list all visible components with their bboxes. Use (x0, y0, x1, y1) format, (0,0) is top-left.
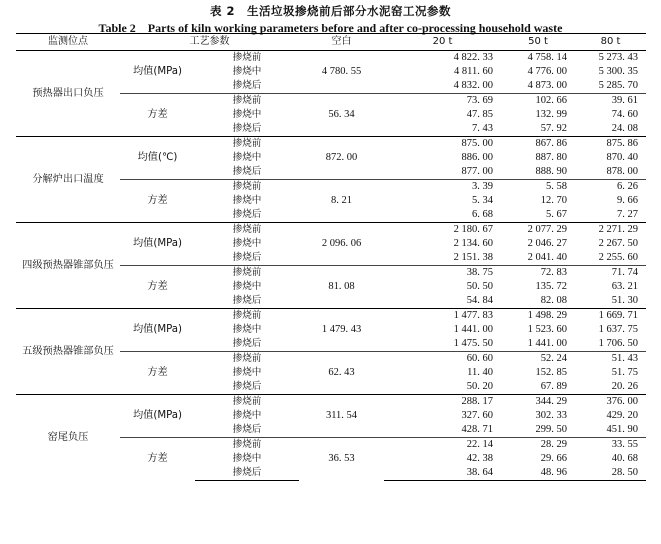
value-cell: 1 669. 71 (575, 309, 646, 324)
monitoring-position: 四级预热器锥部负压 (16, 223, 120, 309)
monitoring-position: 分解炉出口温度 (16, 137, 120, 223)
value-cell: 5 300. 35 (598, 66, 638, 77)
blank-value: 81. 08 (299, 266, 384, 309)
phase-label: 掺烧前 (195, 438, 299, 453)
value-cell: 1 637. 75 (598, 324, 638, 335)
value-cell: 60. 60 (384, 352, 501, 367)
value-cell: 1 523. 60 (527, 324, 567, 335)
blank-value: 62. 43 (299, 352, 384, 395)
phase-label: 掺烧前 (195, 352, 299, 367)
value-cell: 2 255. 60 (598, 252, 638, 263)
value-cell: 50. 20 (466, 381, 493, 392)
statistic-label: 方差 (120, 266, 195, 309)
statistic-label: 均值(MPa) (120, 223, 195, 266)
table-row (16, 223, 646, 238)
phase-label: 掺烧后 (232, 209, 262, 220)
statistic-label: 均值(℃) (120, 137, 195, 180)
phase-label: 掺烧前 (195, 223, 299, 238)
blank-value: 1 479. 43 (299, 309, 384, 352)
value-cell: 52. 24 (501, 352, 575, 367)
phase-label: 掺烧中 (232, 410, 262, 421)
value-cell: 33. 55 (575, 438, 646, 453)
value-cell: 54. 84 (466, 295, 493, 306)
blank-value: 311. 54 (299, 395, 384, 438)
value-cell: 5. 67 (546, 209, 567, 220)
value-cell: 299. 50 (535, 424, 567, 435)
monitoring-position: 五级预热器锥部负压 (16, 309, 120, 395)
value-cell: 1 441. 00 (527, 338, 567, 349)
phase-label: 掺烧后 (232, 424, 262, 435)
value-cell: 152. 85 (535, 367, 567, 378)
value-cell: 288. 17 (384, 395, 501, 410)
value-cell: 887. 80 (535, 152, 567, 163)
statistic-label: 均值(MPa) (132, 66, 183, 77)
value-cell: 2 046. 27 (527, 238, 567, 249)
value-cell: 429. 20 (606, 410, 638, 421)
header-row (16, 34, 646, 51)
value-cell: 135. 72 (535, 281, 567, 292)
value-cell: 51. 43 (575, 352, 646, 367)
phase-label: 掺烧中 (232, 152, 262, 163)
value-cell: 888. 90 (535, 166, 567, 177)
header-blank: 空白 (299, 34, 384, 51)
blank-value: 8. 21 (299, 180, 384, 223)
value-cell: 4 873. 00 (527, 80, 567, 91)
value-cell: 6. 68 (472, 209, 493, 220)
value-cell: 7. 43 (472, 123, 493, 134)
table-row (16, 395, 646, 410)
value-cell: 63. 21 (611, 281, 638, 292)
phase-label: 掺烧前 (195, 94, 299, 109)
value-cell: 5. 34 (472, 195, 493, 206)
phase-label: 掺烧中 (232, 324, 262, 335)
value-cell: 5. 58 (501, 180, 575, 195)
value-cell: 886. 00 (461, 152, 493, 163)
table-caption-en: Table 2 Parts of kiln working parameters before and after co-processing household waste (98, 21, 563, 35)
phase-label: 掺烧后 (232, 295, 262, 306)
value-cell: 4 832. 00 (453, 80, 493, 91)
phase-label: 掺烧中 (232, 453, 262, 464)
value-cell: 38. 75 (384, 266, 501, 281)
phase-label: 掺烧中 (232, 281, 262, 292)
value-cell: 28. 50 (575, 466, 646, 481)
value-cell: 82. 08 (540, 295, 567, 306)
value-cell: 5 285. 70 (598, 80, 638, 91)
statistic-label: 方差 (120, 94, 195, 137)
value-cell: 302. 33 (535, 410, 567, 421)
value-cell: 51. 75 (611, 367, 638, 378)
value-cell: 102. 66 (501, 94, 575, 109)
value-cell: 7. 27 (617, 209, 638, 220)
value-cell: 28. 29 (501, 438, 575, 453)
value-cell: 11. 40 (467, 367, 493, 378)
phase-label: 掺烧后 (232, 252, 262, 263)
kiln-parameters-table (16, 33, 646, 481)
table-body (16, 51, 646, 481)
value-cell: 875. 00 (384, 137, 501, 152)
phase-label: 掺烧前 (195, 137, 299, 152)
phase-label: 掺烧后 (232, 123, 262, 134)
value-cell: 4 776. 00 (527, 66, 567, 77)
value-cell: 6. 26 (575, 180, 646, 195)
value-cell: 2 151. 38 (453, 252, 493, 263)
value-cell: 39. 61 (575, 94, 646, 109)
value-cell: 2 271. 29 (575, 223, 646, 238)
value-cell: 4 811. 60 (454, 66, 493, 77)
phase-label: 掺烧前 (195, 180, 299, 195)
value-cell: 1 441. 00 (453, 324, 493, 335)
value-cell: 5 273. 43 (598, 52, 638, 63)
value-cell: 40. 68 (611, 453, 638, 464)
value-cell: 9. 66 (617, 195, 638, 206)
value-cell: 72. 83 (501, 266, 575, 281)
value-cell: 2 041. 40 (527, 252, 567, 263)
header-80t: 80 t (575, 34, 646, 51)
phase-label: 掺烧中 (232, 195, 262, 206)
blank-value: 2 096. 06 (299, 223, 384, 266)
table-row (16, 51, 646, 66)
value-cell: 3. 39 (384, 180, 501, 195)
value-cell: 2 267. 50 (598, 238, 638, 249)
header-50t: 50 t (501, 34, 575, 51)
statistic-label: 方差 (120, 352, 195, 395)
value-cell: 1 706. 50 (598, 338, 638, 349)
value-cell: 57. 92 (540, 123, 567, 134)
phase-label: 掺烧中 (232, 66, 262, 77)
phase-label: 掺烧后 (232, 338, 262, 349)
statistic-label: 方差 (120, 438, 195, 481)
value-cell: 878. 00 (606, 166, 638, 177)
value-cell: 2 077. 29 (501, 223, 575, 238)
value-cell: 48. 96 (501, 466, 575, 481)
value-cell: 51. 30 (611, 295, 638, 306)
value-cell: 38. 64 (384, 466, 501, 481)
header-20t: 20 t (384, 34, 501, 51)
value-cell: 2 180. 67 (384, 223, 501, 238)
value-cell: 22. 14 (384, 438, 501, 453)
value-cell: 1 475. 50 (453, 338, 493, 349)
phase-label: 掺烧前 (232, 52, 262, 63)
phase-label: 掺烧后 (232, 80, 262, 91)
value-cell: 327. 60 (461, 410, 493, 421)
value-cell: 71. 74 (575, 266, 646, 281)
phase-label: 掺烧后 (195, 466, 299, 481)
value-cell: 1 477. 83 (384, 309, 501, 324)
value-cell: 4 758. 14 (527, 52, 567, 63)
value-cell: 42. 38 (466, 453, 493, 464)
monitoring-position: 窑尾负压 (16, 395, 120, 481)
phase-label: 掺烧后 (232, 166, 262, 177)
phase-label: 掺烧前 (195, 309, 299, 324)
value-cell: 24. 08 (611, 123, 638, 134)
statistic-label: 方差 (120, 180, 195, 223)
phase-label: 掺烧中 (232, 367, 262, 378)
value-cell: 877. 00 (461, 166, 493, 177)
value-cell: 870. 40 (606, 152, 638, 163)
value-cell: 428. 71 (461, 424, 493, 435)
value-cell: 451. 90 (606, 424, 638, 435)
table-row (16, 309, 646, 324)
blank-value: 4 780. 55 (321, 66, 362, 77)
value-cell: 867. 86 (501, 137, 575, 152)
header-parameter: 工艺参数 (120, 34, 299, 51)
value-cell: 20. 26 (611, 381, 638, 392)
value-cell: 376. 00 (575, 395, 646, 410)
phase-label: 掺烧后 (232, 381, 262, 392)
value-cell: 875. 86 (575, 137, 646, 152)
table-caption-cn: 表 2 生活垃圾掺烧前后部分水泥窑工况参数 (209, 4, 451, 18)
statistic-label: 均值(MPa) (120, 395, 195, 438)
value-cell: 344. 29 (501, 395, 575, 410)
phase-label: 掺烧中 (232, 238, 262, 249)
value-cell: 132. 99 (535, 109, 567, 120)
value-cell: 2 134. 60 (453, 238, 493, 249)
value-cell: 73. 69 (384, 94, 501, 109)
monitoring-position: 预热器出口负压 (32, 87, 104, 99)
value-cell: 47. 85 (466, 109, 493, 120)
value-cell: 12. 70 (540, 195, 567, 206)
header-position: 监测位点 (16, 34, 120, 51)
phase-label: 掺烧前 (195, 395, 299, 410)
value-cell: 50. 50 (466, 281, 493, 292)
blank-value: 872. 00 (299, 137, 384, 180)
statistic-label: 均值(MPa) (120, 309, 195, 352)
table-row (16, 137, 646, 152)
blank-value: 36. 53 (299, 438, 384, 481)
phase-label: 掺烧前 (195, 266, 299, 281)
value-cell: 67. 89 (540, 381, 567, 392)
value-cell: 74. 60 (611, 109, 638, 120)
phase-label: 掺烧中 (232, 109, 262, 120)
value-cell: 4 822. 33 (453, 52, 493, 63)
value-cell: 29. 66 (540, 453, 567, 464)
blank-value: 56. 34 (299, 94, 384, 137)
value-cell: 1 498. 29 (501, 309, 575, 324)
